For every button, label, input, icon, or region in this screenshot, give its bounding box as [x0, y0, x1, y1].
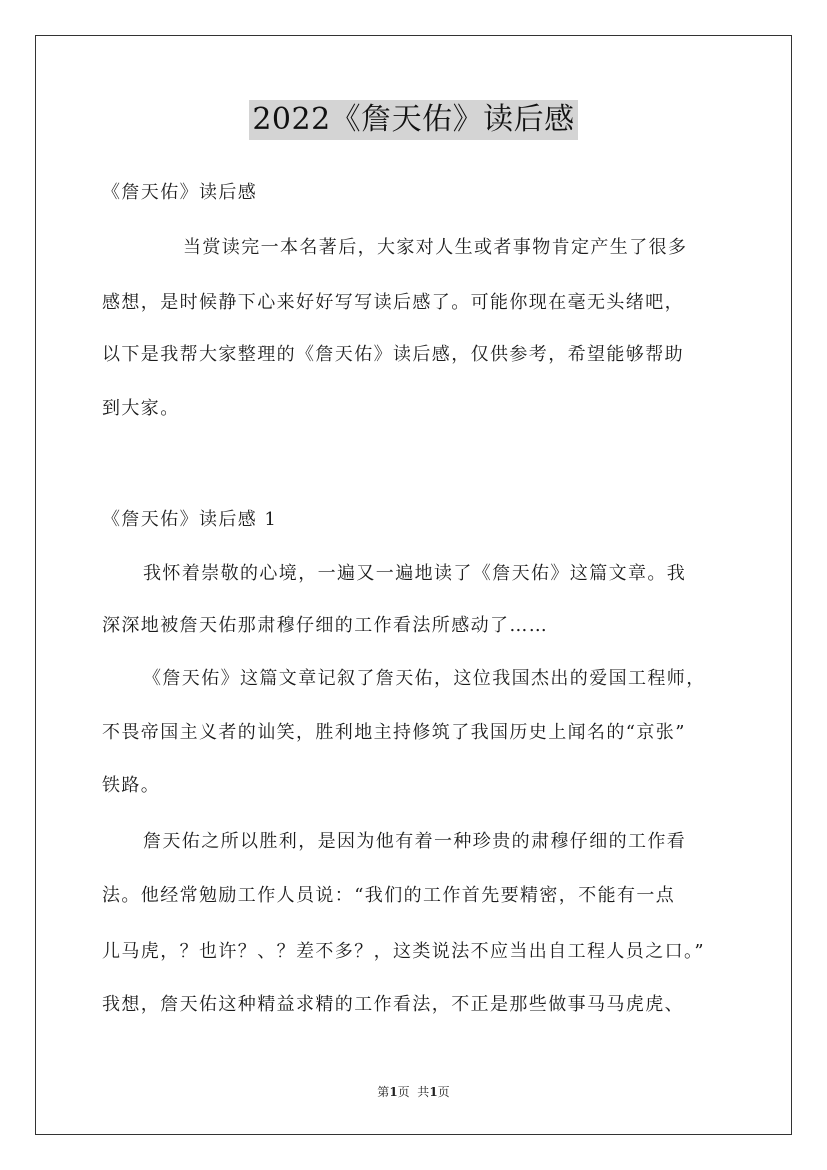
body-line: 《詹天佑》这篇文章记叙了詹天佑，这位我国杰出的爱国工程师，: [143, 668, 706, 689]
footer-suffix: 页: [437, 1085, 450, 1099]
body-line: 不畏帝国主义者的讪笑，胜利地主持修筑了我国历史上闻名的“京张”: [102, 722, 686, 743]
title-container: [0, 100, 827, 140]
document-title: 2022《詹天佑》读后感: [249, 100, 577, 140]
body-line: 深深地被詹天佑那肃穆仔细的工作看法所感动了……: [102, 615, 549, 636]
intro-line: 当赏读完一本名著后，大家对人生或者事物肯定产生了很多: [183, 237, 688, 258]
body-line: 儿马虎，？也许？、？差不多？，这类说法不应当出自工程人员之口。”: [102, 941, 705, 962]
intro-line: 到大家。: [102, 398, 180, 419]
section-heading: 《詹天佑》读后感 1: [102, 509, 278, 530]
intro-line: 感想，是时候静下心来好好写写读后感了。可能你现在毫无头绪吧，: [102, 292, 684, 313]
body-line: 詹天佑之所以胜利，是因为他有着一种珍贵的肃穆仔细的工作看: [143, 831, 687, 852]
body-line: 我怀着崇敬的心境，一遍又一遍地读了《詹天佑》这篇文章。我: [143, 563, 687, 584]
footer-page-number: 1: [389, 1085, 398, 1099]
footer-total-pages: 1: [429, 1085, 438, 1099]
body-line: 我想，詹天佑这种精益求精的工作看法，不正是那些做事马马虎虎、: [102, 994, 684, 1015]
intro-line: 以下是我帮大家整理的《詹天佑》读后感，仅供参考，希望能够帮助: [102, 344, 684, 365]
footer-prefix: 第: [377, 1085, 390, 1099]
footer-mid: 页 共: [397, 1085, 430, 1099]
page-footer: [0, 1083, 827, 1100]
body-line: 铁路。: [102, 775, 161, 796]
subtitle: 《詹天佑》读后感: [102, 182, 258, 203]
body-line: 法。他经常勉励工作人员说：“我们的工作首先要精密，不能有一点: [102, 885, 676, 906]
